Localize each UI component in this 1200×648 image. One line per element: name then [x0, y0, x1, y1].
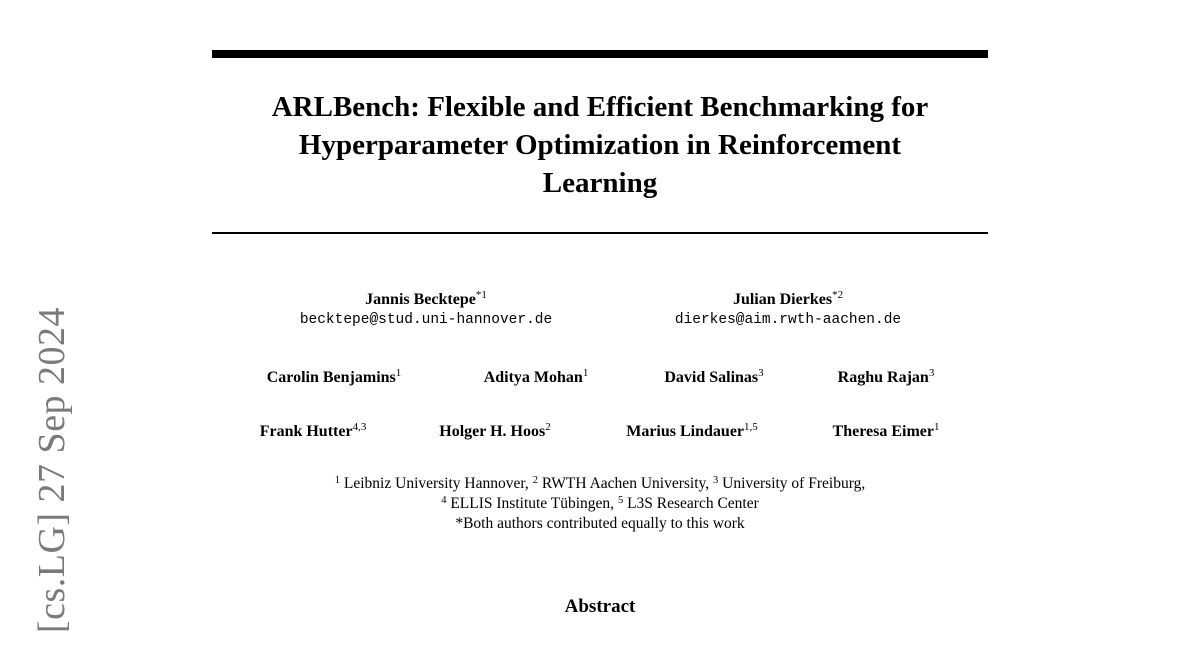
arxiv-side-label: [cs.LG] 27 Sep 2024: [31, 306, 73, 634]
affiliation-line: [212, 494, 988, 514]
title-line: Learning: [542, 167, 658, 199]
author-name: Jannis Becktepe: [365, 291, 476, 308]
author-mark: 3: [928, 367, 935, 379]
title-rule-top: [212, 50, 988, 58]
affil-mark: 1: [334, 475, 341, 486]
author-block: [664, 368, 763, 388]
author-block: [300, 290, 552, 330]
affil-text: Leibniz University Hannover,: [340, 475, 533, 492]
author-mark: *2: [832, 289, 844, 301]
affil-mark: 3: [713, 475, 719, 486]
affil-mark: 4: [441, 495, 447, 506]
author-mark: 4,3: [352, 421, 367, 433]
author-mark: 2: [545, 421, 551, 433]
author-block: [675, 290, 901, 330]
abstract-heading: Abstract: [564, 596, 636, 617]
author-name: Carolin Benjamins: [266, 369, 396, 386]
paper-title: [212, 88, 988, 202]
author-name: Aditya Mohan: [483, 369, 583, 386]
author-block: [260, 422, 367, 442]
author-email: dierkes@aim.rwth-aachen.de: [674, 312, 902, 328]
affil-text: ELLIS Institute Tübingen,: [446, 495, 618, 512]
title-line: Hyperparameter Optimization in Reinforcement: [298, 129, 902, 161]
author-block: [626, 422, 758, 442]
affil-text: L3S Research Center: [623, 495, 759, 512]
author-block: [838, 368, 935, 388]
author-name: Julian Dierkes: [732, 291, 833, 308]
author-block: [439, 422, 550, 442]
author-mark: 1: [933, 421, 940, 433]
title-line: ARLBench: Flexible and Efficient Benchmarking for: [271, 91, 929, 123]
affil-mark: 2: [532, 475, 538, 486]
equal-contribution-note: *Both authors contributed equally to this work: [455, 515, 745, 532]
author-mark: 1: [582, 367, 589, 379]
author-mark: 3: [758, 367, 764, 379]
author-block: [267, 368, 402, 388]
author-block: [484, 368, 589, 388]
author-name: Marius Lindauer: [626, 423, 745, 440]
affil-text: University of Freiburg,: [718, 475, 866, 492]
author-block: [833, 422, 940, 442]
author-mark: *1: [475, 289, 487, 301]
affiliation-line: [212, 474, 988, 494]
affil-text: RWTH Aachen University,: [537, 475, 713, 492]
author-email: becktepe@stud.uni-hannover.de: [299, 312, 553, 328]
affiliations: [212, 474, 988, 534]
affil-mark: 5: [617, 495, 624, 506]
author-mark: 1: [395, 367, 402, 379]
author-mark: 1,5: [744, 421, 758, 433]
author-name: Raghu Rajan: [837, 369, 929, 386]
author-name: Frank Hutter: [259, 423, 353, 440]
author-name: David Salinas: [664, 369, 759, 386]
title-rule-bottom: [212, 232, 988, 234]
author-name: Theresa Eimer: [832, 423, 934, 440]
author-name: Holger H. Hoos: [439, 423, 546, 440]
